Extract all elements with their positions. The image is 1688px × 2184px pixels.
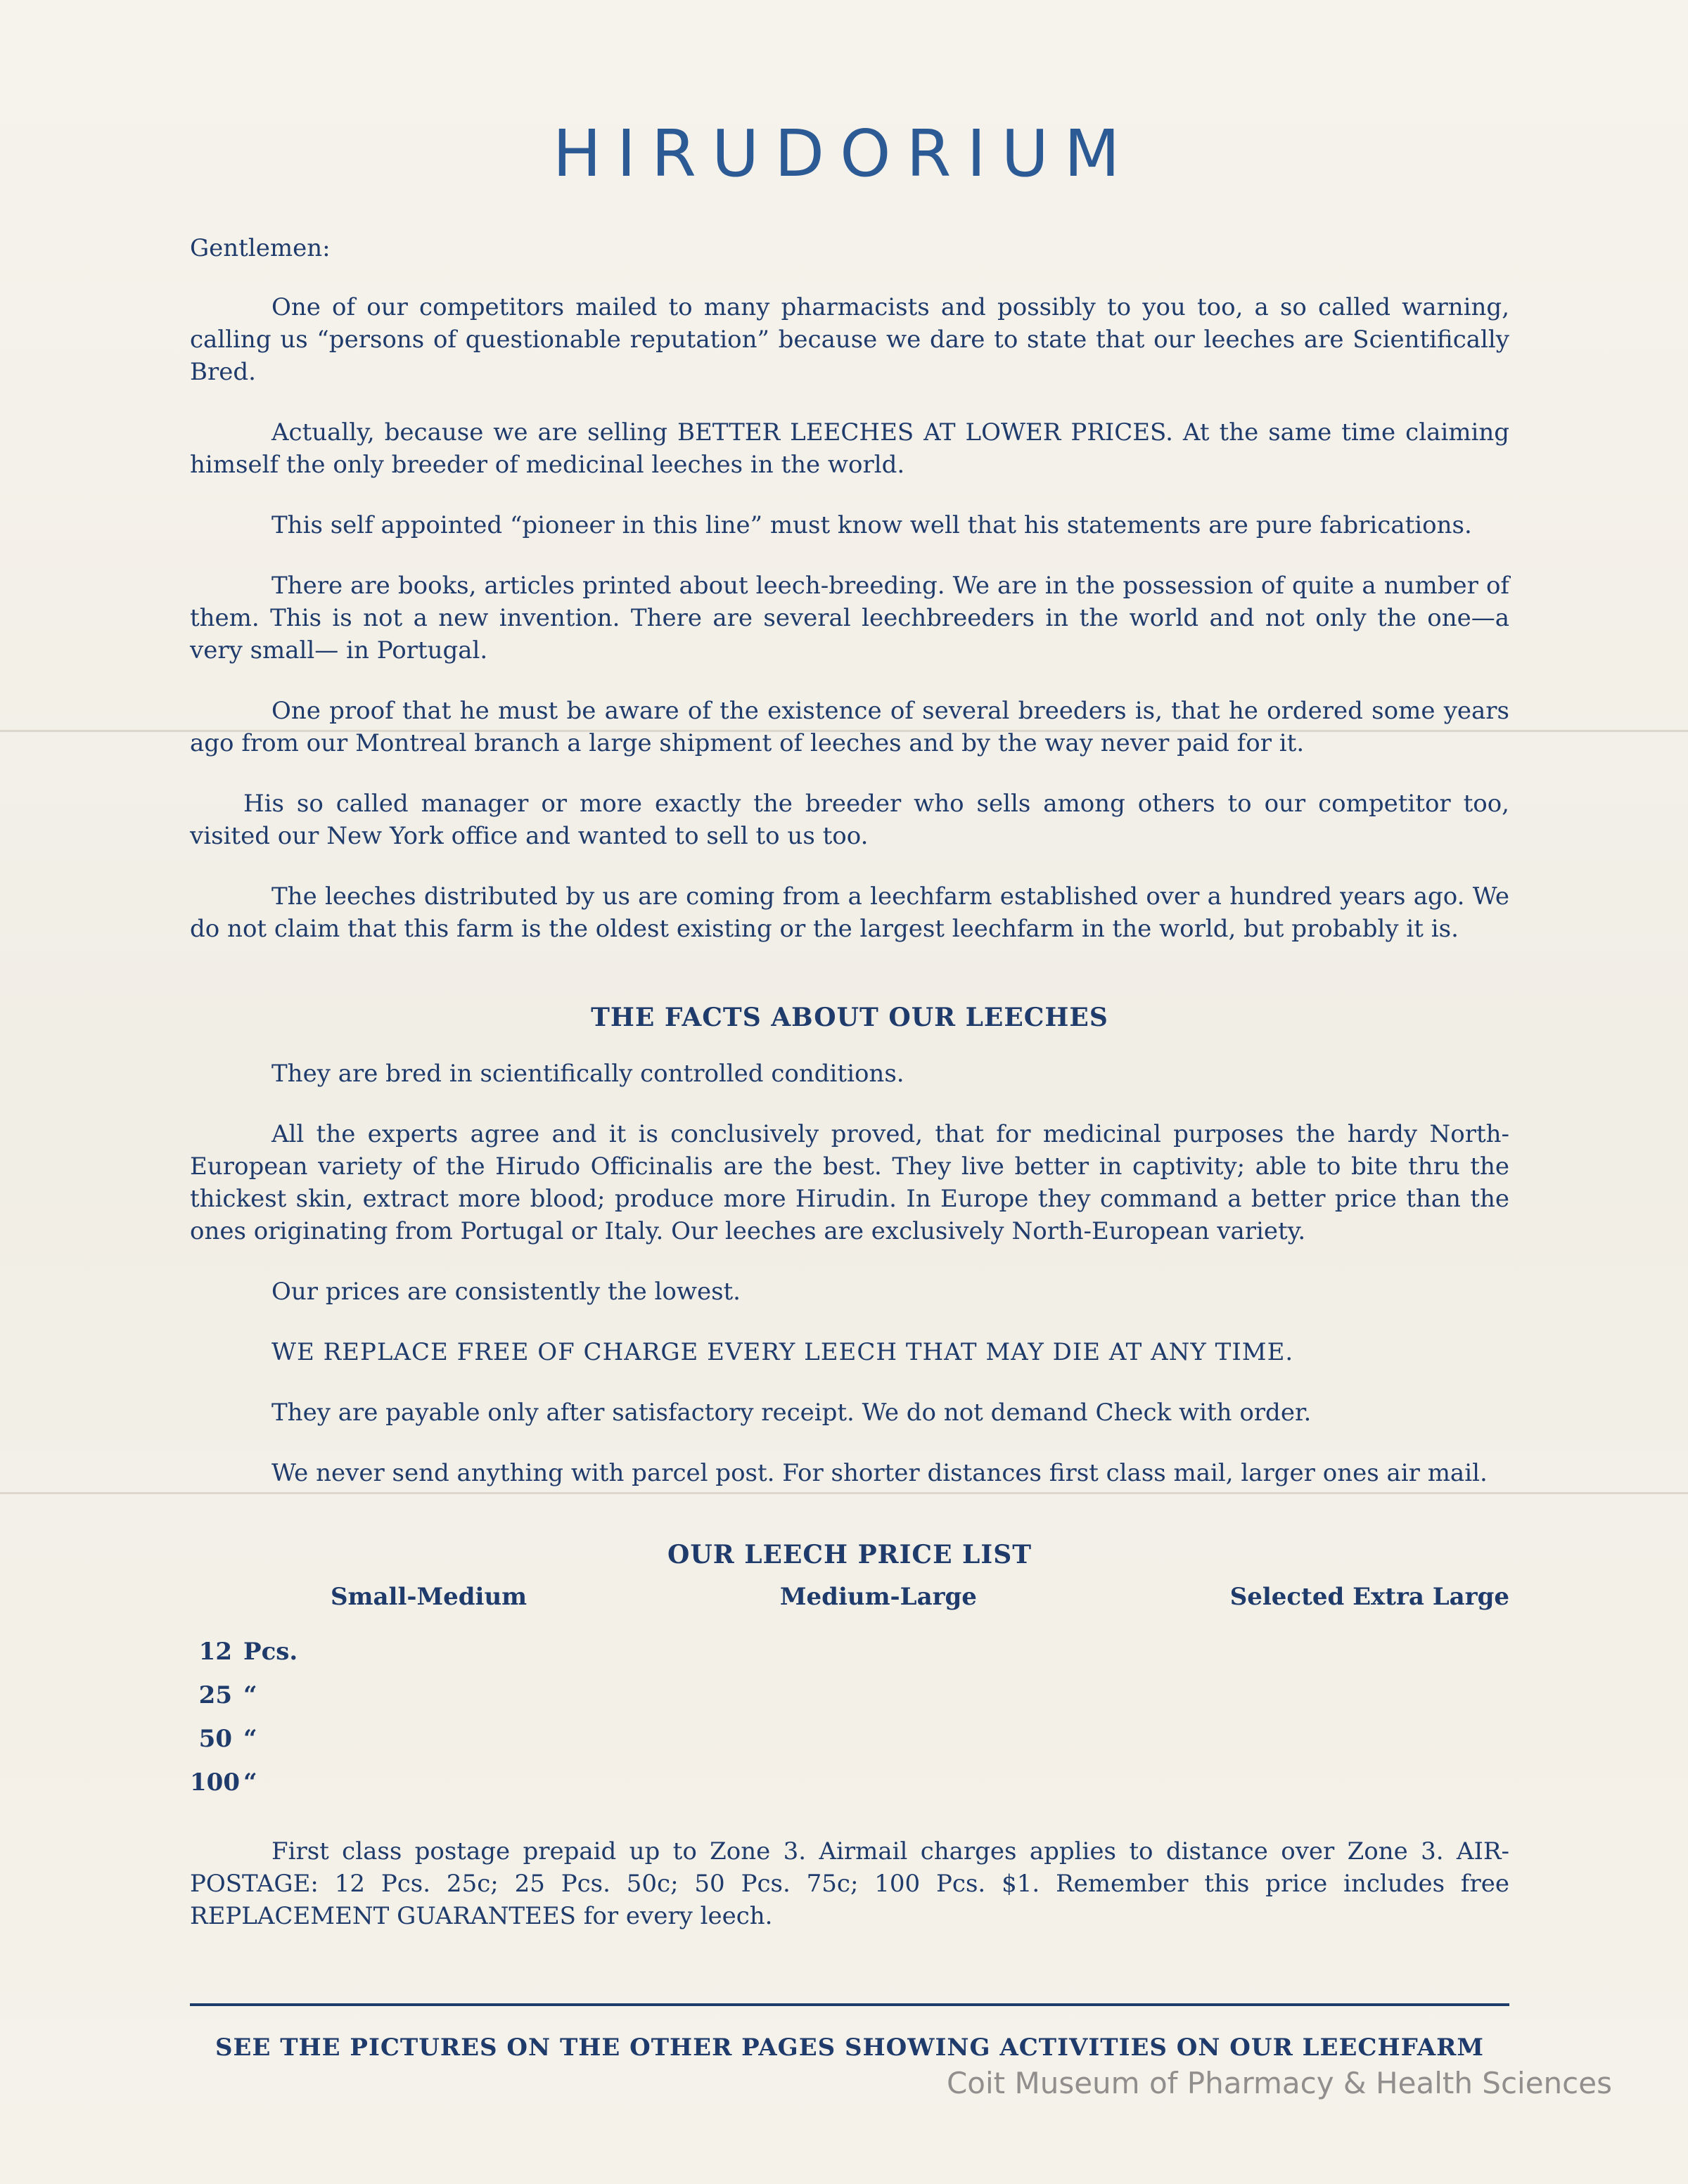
- paragraph: There are books, articles printed about leech-breeding. We are in the possession of quite a number of them. This is not a new invention. There are several leechbreeders in the world and not only the one—a very small— in Portugal.: [190, 572, 1509, 664]
- price-row: [190, 1674, 1509, 1717]
- fact-paragraph: They are payable only after satisfactory receipt. We do not demand Check with order.: [271, 1399, 1312, 1427]
- fact-paragraph: They are bred in scientifically controlled conditions.: [271, 1060, 904, 1088]
- facts-heading: THE FACTS ABOUT OUR LEECHES: [591, 1003, 1108, 1032]
- price-list-title: OUR LEECH PRICE LIST: [667, 1540, 1032, 1569]
- price-row-unit: “: [243, 1725, 257, 1753]
- paragraph: Actually, because we are selling BETTER LEECHES AT LOWER PRICES. At the same time claiming himself the only breeder of medicinal leeches in the world.: [190, 418, 1509, 479]
- postage-note: First class postage prepaid up to Zone 3. Airmail charges applies to distance over Zone 3. AIR-POSTAGE: 12 Pcs. 25c; 25 Pcs. 50c; 50 Pcs. 75c; 100 Pcs. $1. Remember this price includes free REPLACEMENT GUARANTEES for every leech.: [190, 1837, 1509, 1930]
- salutation: Gentlemen:: [190, 234, 331, 262]
- fact-paragraph: We never send anything with parcel post. For shorter distances first class mail, larger ones air mail.: [271, 1459, 1488, 1487]
- footer-rule: [190, 2003, 1509, 2006]
- letter-body: [190, 232, 1509, 1960]
- paragraph: This self appointed “pioneer in this line” must know well that his statements are pure fabrications.: [271, 511, 1472, 539]
- price-row-unit: “: [243, 1681, 257, 1709]
- price-column-header: Small-Medium: [331, 1583, 528, 1611]
- price-row-unit: Pcs.: [243, 1638, 298, 1666]
- footer-text: SEE THE PICTURES ON THE OTHER PAGES SHOWING ACTIVITIES ON OUR LEECHFARM: [215, 2034, 1485, 2062]
- paragraph: One of our competitors mailed to many pharmacists and possibly to you too, a so called warning, calling us “persons of questionable reputation” because we dare to state that our leeches are Scientifically Bred.: [190, 293, 1509, 386]
- price-row-qty: 50: [198, 1725, 232, 1753]
- price-column-header: Selected Extra Large: [1229, 1583, 1509, 1611]
- page-title: HIRUDORIUM: [552, 116, 1136, 191]
- price-row-qty: 25: [198, 1681, 232, 1709]
- paragraph: The leeches distributed by us are coming from a leechfarm established over a hundred years ago. We do not claim that this farm is the oldest existing or the largest leechfarm in the world, but probably it is.: [190, 882, 1509, 943]
- fact-paragraph: All the experts agree and it is conclusively proved, that for medicinal purposes the hardy North-European variety of the Hirudo Officinalis are the best. They live better in captivity; able to bite thru the thickest skin, extract more blood; produce more Hirudin. In Europe they command a better price than the ones originating from Portugal or Italy. Our leeches are exclusively North-European variety.: [190, 1120, 1509, 1245]
- fact-paragraph: WE REPLACE FREE OF CHARGE EVERY LEECH THAT MAY DIE AT ANY TIME.: [271, 1338, 1294, 1366]
- fact-paragraph: Our prices are consistently the lowest.: [271, 1278, 741, 1306]
- price-row-qty: 12: [198, 1638, 232, 1666]
- price-column-header: Medium-Large: [779, 1583, 977, 1611]
- price-row: [190, 1761, 1509, 1804]
- price-row: [190, 1717, 1509, 1761]
- price-row-unit: “: [243, 1768, 257, 1797]
- price-row: [190, 1630, 1509, 1674]
- price-list-columns: [190, 1581, 1509, 1613]
- paragraph: His so called manager or more exactly the breeder who sells among others to our competitor too, visited our New York office and wanted to sell to us too.: [190, 790, 1509, 850]
- museum-watermark: Coit Museum of Pharmacy & Health Sciences: [946, 2066, 1612, 2100]
- price-row-qty: 100: [190, 1768, 240, 1797]
- paragraph: One proof that he must be aware of the existence of several breeders is, that he ordered some years ago from our Montreal branch a large shipment of leeches and by the way never paid for it.: [190, 697, 1509, 757]
